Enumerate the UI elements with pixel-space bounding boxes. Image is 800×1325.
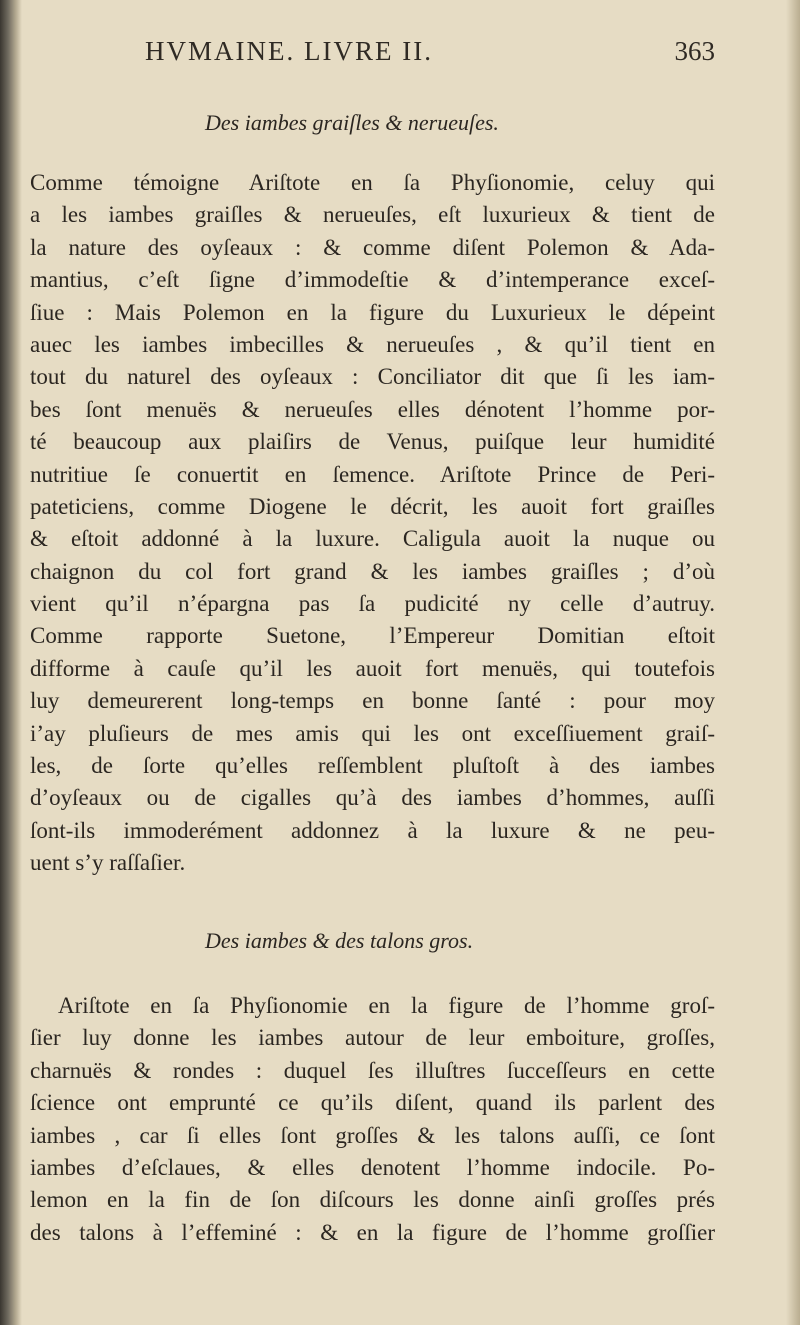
text-line: ſcience ont emprunté ce qu’ils diſent, quand ils parlent des <box>30 1090 715 1116</box>
page-number: 363 <box>674 36 715 66</box>
text-line: lemon en la fin de ſon diſcours les donne ainſi groſſes prés <box>30 1187 715 1213</box>
text-line: iambes d’eſclaues, & elles denotent l’homme indocile. Po- <box>30 1154 715 1180</box>
text-line: luy demeurerent long-temps en bonne ſanté : pour moy <box>30 688 715 714</box>
section-heading: Des iambes & des talons gros. <box>205 928 474 953</box>
text-line: & eſtoit addonné à la luxure. Caligula auoit la nuque ou <box>30 526 715 552</box>
text-line: mantius, c’eſt ſigne d’immodeſtie & d’intemperance exceſ- <box>30 267 715 293</box>
text-line: Ariſtote en ſa Phyſionomie en la figure de l’homme groſ- <box>58 993 715 1018</box>
text-line: ſont-ils immoderément addonnez à la luxure & ne peu- <box>30 817 715 843</box>
text-line: chaignon du col fort grand & les iambes graiſles ; d’où <box>30 558 715 584</box>
text-line: pateticiens, comme Diogene le décrit, les auoit fort graiſles <box>30 493 715 519</box>
section-heading: Des iambes graiſles & nerueuſes. <box>205 110 499 135</box>
text-line: la nature des oyſeaux : & comme diſent Polemon & Ada- <box>30 234 715 260</box>
running-head: HVMAINE. LIVRE II. <box>145 36 433 66</box>
text-line: les, de ſorte qu’elles reſſemblent pluſtoſt à des iambes <box>30 753 715 779</box>
text-line: des talons à l’effeminé : & en la figure de l’homme groſſier <box>30 1219 715 1245</box>
paragraph <box>30 167 715 880</box>
text-line: d’oyſeaux ou de cigalles qu’à des iambes d’hommes, auſſi <box>30 785 715 811</box>
text-line: vient qu’il n’épargna pas ſa pudicité ny celle d’autruy. <box>30 591 715 617</box>
text-line: charnuës & rondes : duquel ſes illuſtres ſucceſſeurs en cette <box>30 1057 715 1083</box>
text-line: té beaucoup aux plaiſirs de Venus, puiſque leur humidité <box>30 429 715 455</box>
text-line: ſiue : Mais Polemon en la figure du Luxurieux le dépeint <box>30 299 715 325</box>
page-edge-shadow <box>786 0 800 1325</box>
text-line: difforme à cauſe qu’il les auoit fort menuës, qui toutefois <box>30 655 715 681</box>
text-line: nutritiue ſe conuertit en ſemence. Ariſtote Prince de Peri- <box>30 461 715 487</box>
text-line: tout du naturel des oyſeaux : Conciliator dit que ſi les iam- <box>30 364 715 390</box>
paragraph <box>30 990 715 1249</box>
text-line: Comme témoigne Ariſtote en ſa Phyſionomie, celuy qui <box>30 170 715 195</box>
text-line: bes ſont menuës & nerueuſes elles dénotent l’homme por- <box>30 396 715 422</box>
text-line: auec les iambes imbecilles & nerueuſes , & qu’il tient en <box>30 331 715 357</box>
book-binding-shadow <box>0 0 22 1325</box>
text-line: uent s’y raſſaſier. <box>30 850 186 876</box>
text-line: iambes , car ſi elles ſont groſſes & les talons auſſi, ce ſont <box>30 1122 715 1148</box>
text-line: Comme rapporte Suetone, l’Empereur Domitian eſtoit <box>30 623 715 649</box>
text-line: ſier luy donne les iambes autour de leur emboiture, groſſes, <box>30 1025 715 1051</box>
text-line: i’ay pluſieurs de mes amis qui les ont exceſſiuement graiſ- <box>30 720 715 746</box>
page-header <box>145 36 715 76</box>
text-line: a les iambes graiſles & nerueuſes, eſt luxurieux & tient de <box>30 202 715 228</box>
